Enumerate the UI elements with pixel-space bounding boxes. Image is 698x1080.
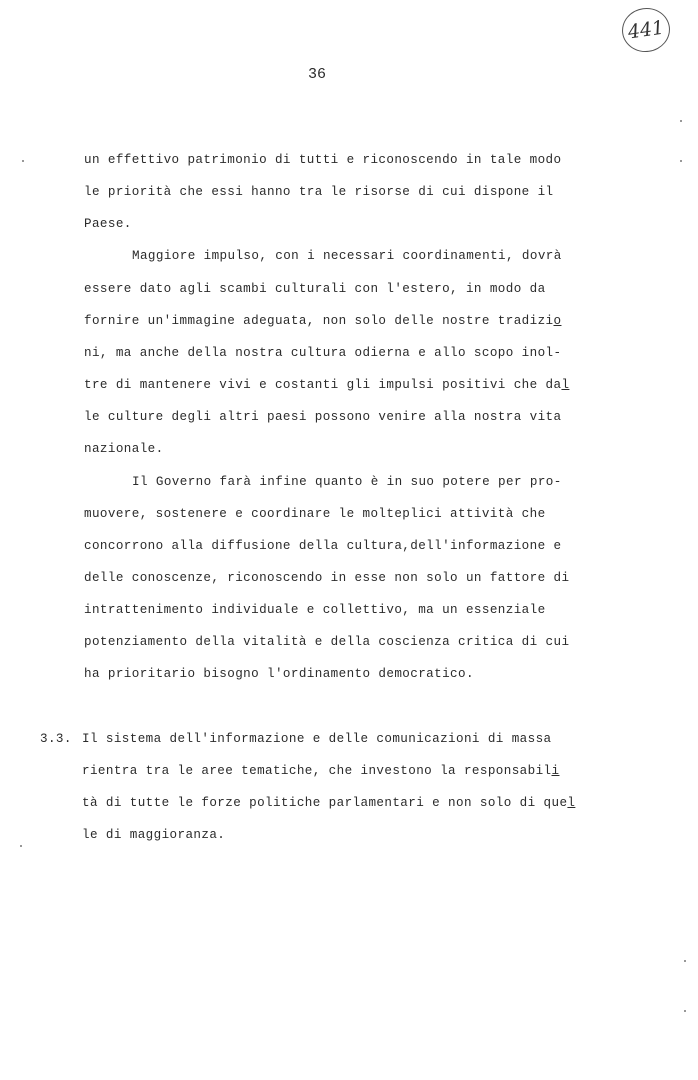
text-line: Paese.	[84, 217, 132, 231]
hyphenation-mark: i	[551, 764, 560, 778]
text-line: Il Governo farà infine quanto è in suo potere per pro-	[132, 475, 562, 489]
line-text: fornire un'immagine adeguata, non solo delle nostre tradizi	[84, 314, 554, 328]
scan-speck	[680, 120, 682, 122]
scan-speck	[22, 160, 24, 162]
hyphenation-mark: o	[553, 314, 562, 328]
text-line: muovere, sostenere e coordinare le molteplici attività che	[84, 507, 546, 521]
text-line: le culture degli altri paesi possono venire alla nostra vita	[84, 410, 562, 424]
text-line: le di maggioranza.	[82, 828, 226, 842]
text-line: Maggiore impulso, con i necessari coordinamenti, dovrà	[132, 249, 562, 263]
text-line: essere dato agli scambi culturali con l'estero, in modo da	[84, 282, 546, 296]
scan-speck	[684, 960, 686, 962]
text-line: delle conoscenze, riconoscendo in esse non solo un fattore di	[84, 571, 570, 585]
text-line	[84, 314, 561, 328]
scan-speck	[684, 1010, 686, 1012]
page-number: 36	[308, 66, 327, 83]
text-line	[82, 764, 559, 778]
text-line: Il sistema dell'informazione e delle comunicazioni di massa	[82, 732, 552, 746]
text-line: ni, ma anche della nostra cultura odierna e allo scopo inol-	[84, 346, 562, 360]
text-line	[84, 378, 569, 392]
text-line: nazionale.	[84, 442, 164, 456]
hyphenation-mark: l	[561, 378, 570, 392]
line-text: tre di mantenere vivi e costanti gli impulsi positivi che da	[84, 378, 562, 392]
line-text: tà di tutte le forze politiche parlamentari e non solo di que	[82, 796, 568, 810]
text-line: intrattenimento individuale e collettivo, ma un essenziale	[84, 603, 546, 617]
scan-speck	[680, 160, 682, 162]
text-line: un effettivo patrimonio di tutti e riconoscendo in tale modo	[84, 153, 562, 167]
text-line: le priorità che essi hanno tra le risorse di cui dispone il	[84, 185, 554, 199]
text-line: concorrono alla diffusione della cultura,dell'informazione e	[84, 539, 562, 553]
text-line	[82, 796, 575, 810]
hyphenation-mark: l	[567, 796, 576, 810]
scan-speck	[20, 845, 22, 847]
archive-number: 441	[626, 16, 666, 44]
line-text: rientra tra le aree tematiche, che investono la responsabil	[82, 764, 552, 778]
section-number: 3.3.	[40, 732, 72, 746]
archive-number-stamp	[619, 5, 673, 55]
text-line: ha prioritario bisogno l'ordinamento democratico.	[84, 667, 474, 681]
text-line: potenziamento della vitalità e della coscienza critica di cui	[84, 635, 570, 649]
